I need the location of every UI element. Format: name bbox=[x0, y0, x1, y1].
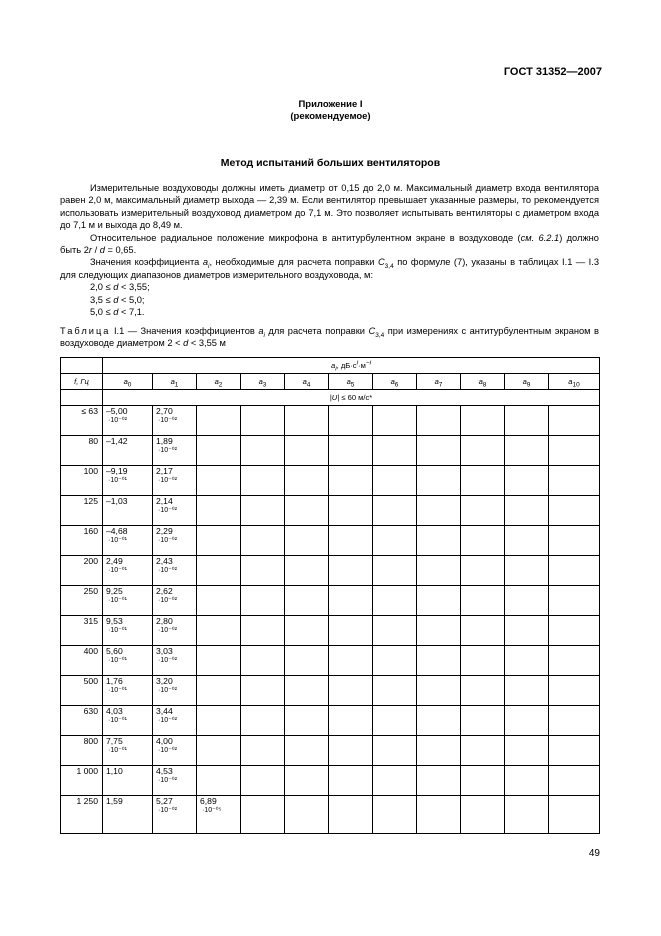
coef-a0-cell bbox=[103, 646, 153, 676]
empty-cell bbox=[461, 466, 505, 496]
empty-cell bbox=[373, 706, 417, 736]
empty-cell bbox=[329, 586, 373, 616]
empty-cell bbox=[549, 466, 600, 496]
coef-a1-cell bbox=[153, 496, 197, 526]
coef-a1-cell bbox=[153, 436, 197, 466]
coef-a0-cell bbox=[103, 466, 153, 496]
coef-a1-cell bbox=[153, 676, 197, 706]
empty-cell bbox=[285, 556, 329, 586]
coef-a2-cell bbox=[197, 466, 241, 496]
coef-mantissa: 3,03 bbox=[156, 646, 173, 656]
coef-exponent: ·10⁻⁰² bbox=[158, 447, 177, 454]
coef-exponent: ·10⁻⁰⁵ bbox=[202, 807, 222, 814]
empty-cell bbox=[461, 736, 505, 766]
empty-cell bbox=[505, 616, 549, 646]
empty-cell bbox=[549, 436, 600, 466]
coef-a2-cell bbox=[197, 586, 241, 616]
empty-cell bbox=[549, 646, 600, 676]
appendix-title: Приложение I bbox=[298, 99, 363, 110]
coef-exponent: ·10⁻⁰¹ bbox=[108, 567, 127, 574]
empty-cell bbox=[505, 676, 549, 706]
empty-cell bbox=[549, 766, 600, 796]
appendix-heading bbox=[0, 99, 661, 123]
coef-a0-cell bbox=[103, 796, 153, 834]
coef-a0-cell bbox=[103, 706, 153, 736]
range-3: 5,0 ≤ d < 7,1. bbox=[90, 307, 145, 318]
empty-cell bbox=[329, 646, 373, 676]
empty-cell bbox=[329, 556, 373, 586]
coef-exponent: ·10⁻⁰² bbox=[158, 537, 177, 544]
frequency-cell: 400 bbox=[61, 646, 103, 676]
frequency-cell: 500 bbox=[61, 676, 103, 706]
empty-cell bbox=[461, 496, 505, 526]
empty-cell bbox=[417, 466, 461, 496]
empty-cell bbox=[285, 466, 329, 496]
coef-exponent: ·10⁻⁰² bbox=[158, 687, 177, 694]
table-row bbox=[61, 496, 600, 526]
coef-a2-cell bbox=[197, 736, 241, 766]
table-row bbox=[61, 556, 600, 586]
empty-cell bbox=[241, 466, 285, 496]
frequency-cell: 160 bbox=[61, 526, 103, 556]
frequency-cell: ≤ 63 bbox=[61, 406, 103, 436]
coef-exponent: ·10⁻⁰² bbox=[158, 417, 177, 424]
header-a2: $a_2$ bbox=[197, 374, 241, 390]
coef-mantissa: 2,62 bbox=[156, 586, 173, 596]
velocity-row bbox=[61, 390, 600, 406]
empty-cell bbox=[241, 646, 285, 676]
empty-cell bbox=[505, 586, 549, 616]
table-column-header-row bbox=[61, 374, 600, 390]
empty-cell bbox=[373, 676, 417, 706]
header-a1: $a_1$ bbox=[153, 374, 197, 390]
header-a3: $a_3$ bbox=[241, 374, 285, 390]
empty-cell bbox=[285, 616, 329, 646]
coef-a0-cell bbox=[103, 616, 153, 646]
empty-cell bbox=[461, 436, 505, 466]
frequency-cell: 250 bbox=[61, 586, 103, 616]
coef-a2-cell bbox=[197, 796, 241, 834]
empty-cell bbox=[241, 736, 285, 766]
frequency-cell: 200 bbox=[61, 556, 103, 586]
coef-a1-cell bbox=[153, 616, 197, 646]
range-1: 2,0 ≤ d < 3,55; bbox=[90, 282, 150, 293]
empty-cell bbox=[549, 526, 600, 556]
empty-cell bbox=[373, 466, 417, 496]
empty-cell bbox=[373, 646, 417, 676]
header-a9: $a_9$ bbox=[505, 374, 549, 390]
empty-cell bbox=[417, 556, 461, 586]
header-a10: $a_{10}$ bbox=[549, 374, 600, 390]
empty-cell bbox=[417, 496, 461, 526]
empty-cell bbox=[373, 736, 417, 766]
empty-cell bbox=[329, 736, 373, 766]
coef-exponent: ·10⁻⁰² bbox=[158, 777, 177, 784]
frequency-cell: 1 000 bbox=[61, 766, 103, 796]
coef-exponent: ·10⁻⁰² bbox=[158, 597, 177, 604]
header-a8: $a_8$ bbox=[461, 374, 505, 390]
empty-cell bbox=[241, 586, 285, 616]
coef-a1-cell bbox=[153, 406, 197, 436]
coef-a0-cell bbox=[103, 436, 153, 466]
frequency-cell: 100 bbox=[61, 466, 103, 496]
empty-cell bbox=[285, 526, 329, 556]
empty-cell bbox=[505, 436, 549, 466]
empty-cell bbox=[505, 406, 549, 436]
coef-exponent: ·10⁻⁰² bbox=[158, 507, 177, 514]
empty-cell bbox=[241, 496, 285, 526]
empty-cell bbox=[505, 526, 549, 556]
paragraph-2: Относительное радиальное положение микрофона в антитурбулентном экране в воздуховоде (см. 6.2.1) должно быть 2r / d = 0,65. bbox=[60, 232, 599, 256]
empty-cell bbox=[329, 706, 373, 736]
empty-cell bbox=[241, 526, 285, 556]
empty-cell bbox=[373, 586, 417, 616]
coef-mantissa: 1,10 bbox=[106, 766, 123, 776]
empty-cell bbox=[329, 526, 373, 556]
coef-exponent: ·10⁻⁰¹ bbox=[108, 657, 127, 664]
coef-a1-cell bbox=[153, 526, 197, 556]
empty-cell bbox=[329, 796, 373, 834]
coef-mantissa: 2,43 bbox=[156, 556, 173, 566]
coef-a0-cell bbox=[103, 496, 153, 526]
coef-mantissa: 4,53 bbox=[156, 766, 173, 776]
empty-cell bbox=[417, 646, 461, 676]
table-row bbox=[61, 676, 600, 706]
empty-cell bbox=[417, 766, 461, 796]
empty-cell bbox=[329, 766, 373, 796]
empty-cell bbox=[461, 706, 505, 736]
empty-cell bbox=[505, 496, 549, 526]
table-caption: Таблица I.1 — Значения коэффициентов $a_i$ для расчета поправки $C_{3,4}$ при измерениях с антитурбулентным экраном в воздуховоде диаметром 2 < d < 3,55 м bbox=[60, 326, 599, 349]
table-row bbox=[61, 706, 600, 736]
empty-cell bbox=[549, 796, 600, 834]
coef-mantissa: 9,25 bbox=[106, 586, 123, 596]
coef-exponent: ·10⁻⁰¹ bbox=[108, 597, 127, 604]
table-group-header-row bbox=[61, 358, 600, 374]
coef-exponent: ·10⁻⁰² bbox=[158, 747, 177, 754]
empty-cell bbox=[285, 496, 329, 526]
empty-cell bbox=[373, 526, 417, 556]
empty-cell bbox=[417, 796, 461, 834]
empty-cell bbox=[285, 586, 329, 616]
empty-cell bbox=[549, 616, 600, 646]
coef-mantissa: 2,80 bbox=[156, 616, 173, 626]
empty-cell bbox=[373, 556, 417, 586]
coef-exponent: ·10⁻⁰² bbox=[158, 657, 177, 664]
coef-a2-cell bbox=[197, 616, 241, 646]
coef-a0-cell bbox=[103, 676, 153, 706]
coef-exponent: ·10⁻⁰² bbox=[158, 477, 177, 484]
empty-cell bbox=[461, 616, 505, 646]
table-row bbox=[61, 406, 600, 436]
frequency-cell: 80 bbox=[61, 436, 103, 466]
empty-cell bbox=[461, 406, 505, 436]
empty-cell bbox=[241, 766, 285, 796]
coef-mantissa: 5,60 bbox=[106, 646, 123, 656]
coef-mantissa: –1,42 bbox=[106, 436, 128, 446]
table-row bbox=[61, 526, 600, 556]
coef-a1-cell bbox=[153, 736, 197, 766]
empty-cell bbox=[505, 466, 549, 496]
empty-cell bbox=[549, 706, 600, 736]
empty-cell bbox=[373, 436, 417, 466]
coef-mantissa: 5,27 bbox=[156, 796, 173, 806]
empty-cell bbox=[285, 736, 329, 766]
empty-cell bbox=[549, 736, 600, 766]
coef-a1-cell bbox=[153, 706, 197, 736]
empty-cell bbox=[373, 406, 417, 436]
coef-mantissa: 1,89 bbox=[156, 436, 173, 446]
empty-cell bbox=[241, 406, 285, 436]
empty-cell bbox=[417, 436, 461, 466]
empty-cell bbox=[373, 796, 417, 834]
coef-a2-cell bbox=[197, 556, 241, 586]
empty-cell bbox=[461, 646, 505, 676]
range-2: 3,5 ≤ d < 5,0; bbox=[90, 294, 145, 305]
velocity-condition: |U| ≤ 60 м/с* bbox=[103, 390, 600, 406]
coef-exponent: ·10⁻⁰² bbox=[158, 627, 177, 634]
paragraph-3: Значения коэффициента $a_i$, необходимые для расчета поправки $C_{3,4}$ по формуле (7), указаны в таблицах I.1 — I.3 для следующих диапазонов диаметров измерительного воздуховода, м: bbox=[60, 257, 599, 280]
coef-mantissa: 3,44 bbox=[156, 706, 173, 716]
coef-exponent: ·10⁻⁰¹ bbox=[108, 747, 127, 754]
coef-mantissa: 1,76 bbox=[106, 676, 123, 686]
empty-cell bbox=[329, 676, 373, 706]
coef-a2-cell bbox=[197, 526, 241, 556]
coef-a0-cell bbox=[103, 766, 153, 796]
empty-cell bbox=[417, 706, 461, 736]
empty-cell bbox=[461, 796, 505, 834]
page-number: 49 bbox=[588, 848, 600, 859]
coef-a2-cell bbox=[197, 406, 241, 436]
coef-mantissa: 2,70 bbox=[156, 406, 173, 416]
coef-mantissa: –1,03 bbox=[106, 496, 128, 506]
empty-cell bbox=[505, 736, 549, 766]
empty-cell bbox=[549, 556, 600, 586]
coef-mantissa: 4,03 bbox=[106, 706, 123, 716]
frequency-cell: 630 bbox=[61, 706, 103, 736]
empty-cell bbox=[505, 796, 549, 834]
document-code: ГОСТ 31352—2007 bbox=[503, 66, 602, 78]
empty-cell bbox=[285, 646, 329, 676]
header-a5: $a_5$ bbox=[329, 374, 373, 390]
coef-a0-cell bbox=[103, 556, 153, 586]
coef-exponent: ·10⁻⁰¹ bbox=[108, 687, 127, 694]
coef-a2-cell bbox=[197, 676, 241, 706]
section-title: Метод испытаний больших вентиляторов bbox=[220, 157, 441, 169]
coef-exponent: ·10⁻⁰¹ bbox=[108, 477, 127, 484]
coef-a1-cell bbox=[153, 766, 197, 796]
header-a0: $a_0$ bbox=[103, 374, 153, 390]
empty-cell bbox=[241, 676, 285, 706]
coef-a1-cell bbox=[153, 796, 197, 834]
empty-cell bbox=[461, 766, 505, 796]
coef-exponent: ·10⁻⁰¹ bbox=[108, 717, 127, 724]
coef-mantissa: 9,53 bbox=[106, 616, 123, 626]
coef-mantissa: 6,89 bbox=[200, 796, 217, 806]
table-row bbox=[61, 436, 600, 466]
table-row bbox=[61, 616, 600, 646]
empty-cell bbox=[329, 466, 373, 496]
coef-exponent: ·10⁻⁰¹ bbox=[108, 627, 127, 634]
coef-a2-cell bbox=[197, 646, 241, 676]
empty-cell bbox=[549, 496, 600, 526]
frequency-cell: 800 bbox=[61, 736, 103, 766]
coef-exponent: ·10⁻⁰² bbox=[158, 567, 177, 574]
coef-mantissa: 2,14 bbox=[156, 496, 173, 506]
coef-mantissa: 2,49 bbox=[106, 556, 123, 566]
empty-cell bbox=[373, 496, 417, 526]
coef-mantissa: –5,00 bbox=[106, 406, 128, 416]
coef-mantissa: 2,29 bbox=[156, 526, 173, 536]
coef-a2-cell bbox=[197, 706, 241, 736]
empty-cell bbox=[461, 586, 505, 616]
table-row bbox=[61, 586, 600, 616]
coef-a1-cell bbox=[153, 556, 197, 586]
empty-cell bbox=[417, 736, 461, 766]
empty-cell bbox=[329, 436, 373, 466]
coef-mantissa: 1,59 bbox=[106, 796, 123, 806]
group-header-cell: $a_i$, $дБ\cdot c^i\cdot м^{-i}$ bbox=[103, 358, 600, 374]
coefficient-table bbox=[60, 357, 600, 834]
empty-cell bbox=[417, 526, 461, 556]
empty-cell bbox=[241, 616, 285, 646]
empty-cell bbox=[285, 766, 329, 796]
empty-cell bbox=[505, 556, 549, 586]
coef-mantissa: –9,19 bbox=[106, 466, 128, 476]
paragraph-1: Измерительные воздуховоды должны иметь диаметр от 0,15 до 2,0 м. Максимальный диаметр входа вентилятора равен 2,0 м, максимальный диаметр выхода — 2,39 м. Если вентилятор превышает указанные размеры, то рекомендуется использовать измерительный воздуховод диаметром до 7,1 м. Это позволяет испытывать вентиляторы с диаметром входа до 7,1 м и выхода до 8,49 м. bbox=[60, 183, 599, 231]
coef-a0-cell bbox=[103, 526, 153, 556]
empty-cell bbox=[241, 436, 285, 466]
coef-mantissa: 4,00 bbox=[156, 736, 173, 746]
coef-a0-cell bbox=[103, 586, 153, 616]
body-text bbox=[60, 182, 599, 318]
empty-cell bbox=[373, 616, 417, 646]
coef-mantissa: 2,17 bbox=[156, 466, 173, 476]
table-row bbox=[61, 766, 600, 796]
empty-cell bbox=[329, 496, 373, 526]
empty-cell bbox=[285, 796, 329, 834]
empty-cell bbox=[285, 406, 329, 436]
coef-a1-cell bbox=[153, 586, 197, 616]
header-a4: $a_4$ bbox=[285, 374, 329, 390]
coef-a2-cell bbox=[197, 436, 241, 466]
coef-a1-cell bbox=[153, 646, 197, 676]
frequency-cell: 315 bbox=[61, 616, 103, 646]
table-body bbox=[61, 406, 600, 834]
frequency-cell: 1 250 bbox=[61, 796, 103, 834]
coef-a0-cell bbox=[103, 406, 153, 436]
empty-cell bbox=[285, 436, 329, 466]
empty-cell bbox=[461, 556, 505, 586]
coef-mantissa: 3,20 bbox=[156, 676, 173, 686]
table-row bbox=[61, 796, 600, 834]
coef-a0-cell bbox=[103, 736, 153, 766]
empty-cell bbox=[505, 646, 549, 676]
coef-exponent: ·10⁻⁰² bbox=[108, 417, 127, 424]
empty-cell bbox=[329, 616, 373, 646]
empty-cell bbox=[461, 526, 505, 556]
coef-a2-cell bbox=[197, 766, 241, 796]
coef-a2-cell bbox=[197, 496, 241, 526]
coef-exponent: ·10⁻⁰² bbox=[158, 717, 177, 724]
coef-mantissa: –4,68 bbox=[106, 526, 128, 536]
empty-cell bbox=[417, 616, 461, 646]
empty-cell bbox=[241, 796, 285, 834]
appendix-subtitle: (рекомендуемое) bbox=[290, 111, 371, 122]
table-row bbox=[61, 466, 600, 496]
header-frequency: f, Гц bbox=[61, 374, 103, 390]
empty-cell bbox=[549, 406, 600, 436]
table-row bbox=[61, 736, 600, 766]
empty-cell bbox=[373, 766, 417, 796]
coef-a1-cell bbox=[153, 466, 197, 496]
empty-cell bbox=[285, 676, 329, 706]
table-row bbox=[61, 646, 600, 676]
empty-cell bbox=[505, 766, 549, 796]
empty-cell bbox=[549, 586, 600, 616]
coef-exponent: ·10⁻⁰² bbox=[158, 807, 177, 814]
empty-cell bbox=[461, 676, 505, 706]
empty-cell bbox=[329, 406, 373, 436]
coef-exponent: ·10⁻⁰¹ bbox=[108, 537, 127, 544]
header-a7: $a_7$ bbox=[417, 374, 461, 390]
empty-cell bbox=[549, 676, 600, 706]
empty-cell bbox=[417, 676, 461, 706]
header-a6: $a_6$ bbox=[373, 374, 417, 390]
empty-cell bbox=[417, 406, 461, 436]
coef-mantissa: 7,75 bbox=[106, 736, 123, 746]
empty-cell bbox=[505, 706, 549, 736]
empty-cell bbox=[241, 556, 285, 586]
empty-cell bbox=[241, 706, 285, 736]
frequency-cell: 125 bbox=[61, 496, 103, 526]
empty-cell bbox=[417, 586, 461, 616]
empty-cell bbox=[285, 706, 329, 736]
